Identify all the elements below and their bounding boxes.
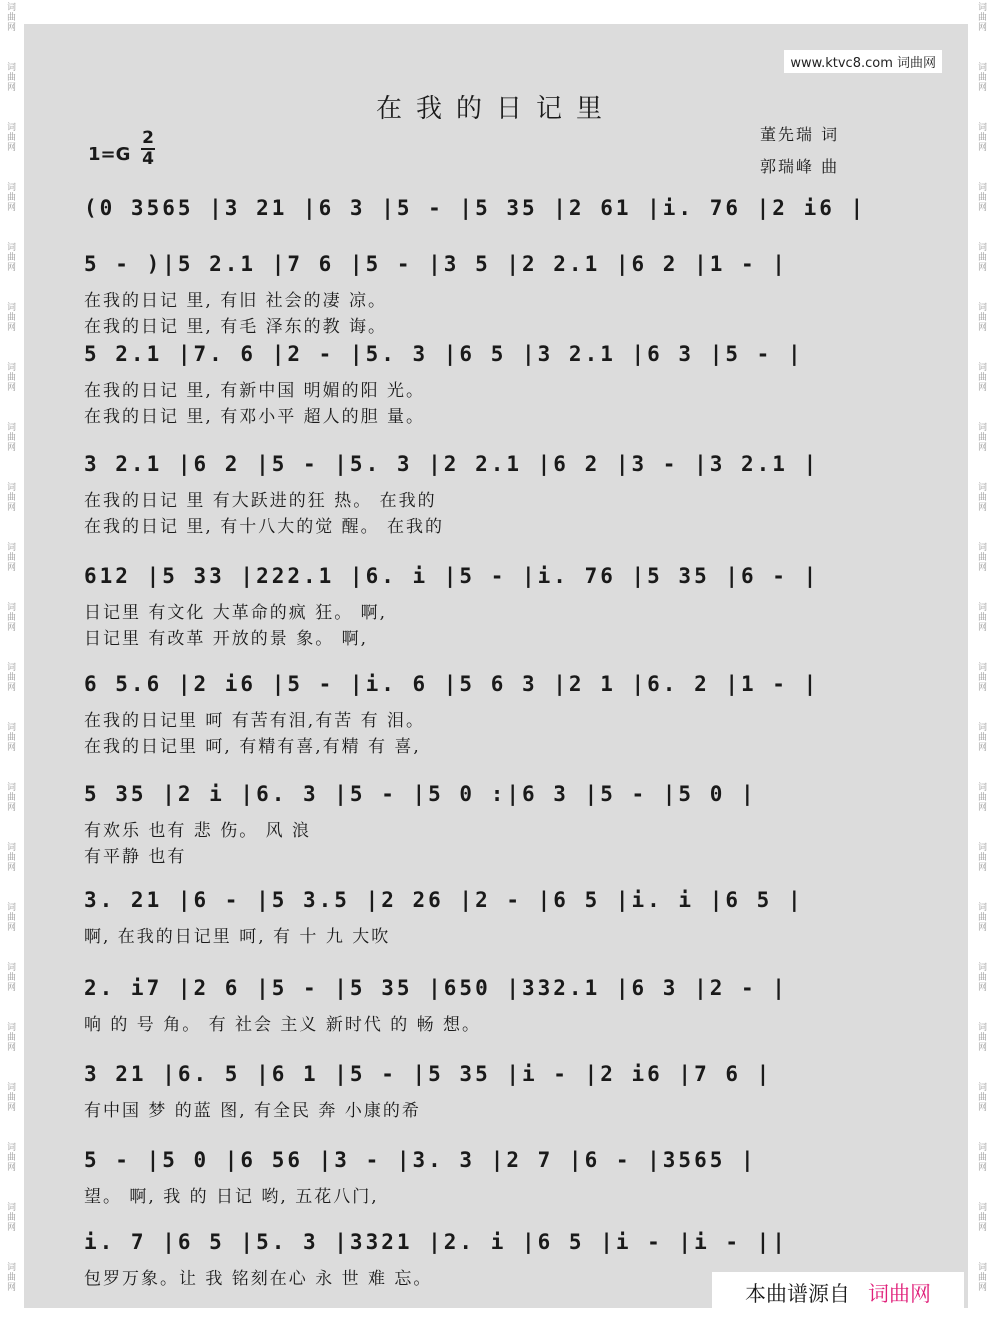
notation-line: 5 35 |2 i |6. 3 |5 - |5 0 :|6 3 |5 - |5 0 | [84,782,757,806]
notation-line: 5 2.1 |7. 6 |2 - |5. 3 |6 5 |3 2.1 |6 3 |5 - | [84,342,804,366]
margin-watermark: 词曲网 [5,722,15,752]
right-margin-watermarks [971,0,991,1336]
margin-watermark: 词曲网 [5,662,15,692]
notation-line: 612 |5 33 |222.1 |6. i |5 - |i. 76 |5 35 |6 - | [84,564,820,588]
lyric-line: 在我的日记 里 有大跃进的狂 热。 在我的 [84,491,437,511]
margin-watermark: 词曲网 [976,1082,986,1112]
margin-watermark: 词曲网 [5,1082,15,1112]
margin-watermark: 词曲网 [976,1022,986,1052]
lyric-line: 日记里 有改革 开放的景 象。 啊, [84,629,369,649]
margin-watermark: 词曲网 [5,1262,15,1292]
margin-watermark: 词曲网 [5,182,15,212]
source-site: 词曲网 [868,1282,931,1306]
source-prefix: 本曲谱源自 [745,1282,850,1306]
margin-watermark: 词曲网 [976,782,986,812]
margin-watermark: 词曲网 [976,902,986,932]
lyric-line: 在我的日记 里, 有邓小平 超人的胆 量。 [84,407,426,427]
notation-line: 5 - )|5 2.1 |7 6 |5 - |3 5 |2 2.1 |6 2 |1 - | [84,252,788,276]
notation-line: 3. 21 |6 - |5 3.5 |2 26 |2 - |6 5 |i. i |6 5 | [84,888,804,912]
margin-watermark: 词曲网 [5,422,15,452]
margin-watermark: 词曲网 [976,182,986,212]
lyric-line: 有中国 梦 的蓝 图, 有全民 奔 小康的希 [84,1101,421,1121]
time-signature-top: 2 [142,128,154,148]
lyric-line: 啊, 在我的日记里 呵, 有 十 九 大吹 [84,927,391,947]
time-signature [141,129,155,169]
composer-credit: 郭瑞峰 曲 [760,157,840,176]
lyric-line: 有平静 也有 [84,847,187,867]
notation-line: (0 3565 |3 21 |6 3 |5 - |5 35 |2 61 |i. 76 |2 i6 | [84,196,867,220]
margin-watermark: 词曲网 [976,242,986,272]
margin-watermark: 词曲网 [5,1142,15,1172]
lyric-line: 在我的日记 里, 有毛 泽东的教 诲。 [84,317,388,337]
left-margin-watermarks [0,0,20,1336]
margin-watermark: 词曲网 [5,242,15,272]
margin-watermark: 词曲网 [976,62,986,92]
margin-watermark: 词曲网 [976,1202,986,1232]
margin-watermark: 词曲网 [5,542,15,572]
bottom-watermark [712,1272,964,1314]
score-page [24,24,968,1308]
lyric-line: 响 的 号 角。 有 社会 主义 新时代 的 畅 想。 [84,1015,482,1035]
margin-watermark: 词曲网 [976,962,986,992]
margin-watermark: 词曲网 [976,122,986,152]
margin-watermark: 词曲网 [5,62,15,92]
lyric-line: 望。 啊, 我 的 日记 哟, 五花八门, [84,1187,379,1207]
notation-line: 3 21 |6. 5 |6 1 |5 - |5 35 |i - |2 i6 |7 6 | [84,1062,773,1086]
margin-watermark: 词曲网 [976,482,986,512]
margin-watermark: 词曲网 [5,782,15,812]
margin-watermark: 词曲网 [976,422,986,452]
margin-watermark: 词曲网 [976,662,986,692]
lyric-line: 包罗万象。让 我 铭刻在心 永 世 难 忘。 [84,1269,433,1289]
lyric-line: 在我的日记里 呵 有苦有泪,有苦 有 泪。 [84,711,426,731]
margin-watermark: 词曲网 [5,602,15,632]
margin-watermark: 词曲网 [976,2,986,32]
lyric-line: 在我的日记 里, 有旧 社会的凄 凉。 [84,291,388,311]
lyricist-credit: 董先瑞 词 [760,125,840,144]
lyric-line: 在我的日记里 呵, 有精有喜,有精 有 喜, [84,737,421,757]
margin-watermark: 词曲网 [976,1142,986,1172]
song-title: 在我的日记里 [375,94,616,124]
margin-watermark: 词曲网 [5,122,15,152]
margin-watermark: 词曲网 [976,362,986,392]
time-signature-bottom: 4 [142,149,154,169]
top-watermark: www.ktvc8.com 词曲网 [784,50,942,73]
margin-watermark: 词曲网 [5,842,15,872]
lyric-line: 日记里 有文化 大革命的疯 狂。 啊, [84,603,388,623]
notation-line: 3 2.1 |6 2 |5 - |5. 3 |2 2.1 |6 2 |3 - |3 2.1 | [84,452,820,476]
margin-watermark: 词曲网 [5,962,15,992]
margin-watermark: 词曲网 [5,902,15,932]
margin-watermark: 词曲网 [976,842,986,872]
margin-watermark: 词曲网 [976,1262,986,1292]
margin-watermark: 词曲网 [976,722,986,752]
margin-watermark: 词曲网 [976,302,986,332]
notation-line: 5 - |5 0 |6 56 |3 - |3. 3 |2 7 |6 - |3565 | [84,1148,757,1172]
key-signature: 1=G [88,144,131,165]
margin-watermark: 词曲网 [5,1022,15,1052]
margin-watermark: 词曲网 [5,2,15,32]
lyric-line: 在我的日记 里, 有新中国 明媚的阳 光。 [84,381,426,401]
notation-line: i. 7 |6 5 |5. 3 |3321 |2. i |6 5 |i - |i - || [84,1230,788,1254]
margin-watermark: 词曲网 [5,1202,15,1232]
margin-watermark: 词曲网 [976,542,986,572]
margin-watermark: 词曲网 [976,602,986,632]
margin-watermark: 词曲网 [5,302,15,332]
notation-line: 6 5.6 |2 i6 |5 - |i. 6 |5 6 3 |2 1 |6. 2 |1 - | [84,672,820,696]
lyric-line: 在我的日记 里, 有十八大的觉 醒。 在我的 [84,517,445,537]
lyric-line: 有欢乐 也有 悲 伤。 风 浪 [84,821,312,841]
margin-watermark: 词曲网 [5,362,15,392]
margin-watermark: 词曲网 [5,482,15,512]
notation-line: 2. i7 |2 6 |5 - |5 35 |650 |332.1 |6 3 |2 - | [84,976,788,1000]
